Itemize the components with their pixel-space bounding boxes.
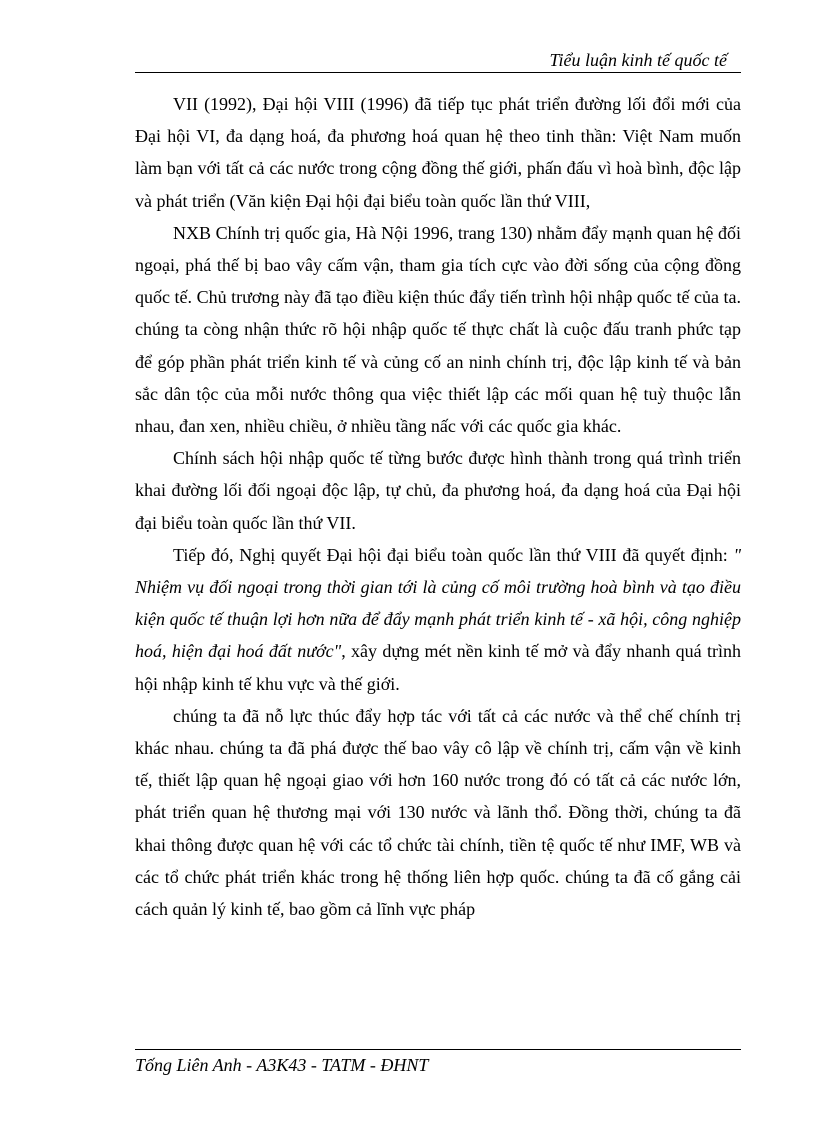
paragraph-5: chúng ta đã nỗ lực thúc đẩy hợp tác với tất cả các nước và thể chế chính trị khác nhau. chúng ta đã phá được thế bao vây cô lập về chính trị, cấm vận về kinh tế, thiết lập quan hệ ngoại giao với hơn 160 nước trong đó có tất cả các nước lớn, phát triển quan hệ thương mại với 130 nước và lãnh thổ. Đồng thời, chúng ta đã khai thông được quan hệ với các tổ chức tài chính, tiền tệ quốc tế như IMF, WB và các tổ chức phát triển khác trong hệ thống liên hợp quốc. chúng ta đã cố gắng cải cách quản lý kinh tế, bao gồm cả lĩnh vực pháp xyxy=(135,705,741,920)
paragraph-1: VII (1992), Đại hội VIII (1996) đã tiếp tục phát triển đường lối đổi mới của Đại hội VI, đa dạng hoá, đa phương hoá quan hệ theo tinh thần: Việt Nam muốn làm bạn với tất cả các nước trong cộng đồng thế giới, phấn đấu vì hoà bình, độc lập và phát triển (Văn kiện Đại hội đại biểu toàn quốc lần thứ VIII, xyxy=(135,94,741,211)
paragraph-2: NXB Chính trị quốc gia, Hà Nội 1996, trang 130) nhằm đẩy mạnh quan hệ đối ngoại, phá thế bị bao vây cấm vận, tham gia tích cực vào đời sống của cộng đồng quốc tế. Chủ trương này đã tạo điều kiện thúc đẩy tiến trình hội nhập quốc tế của ta. chúng ta còng nhận thức rõ hội nhập quốc tế thực chất là cuộc đấu tranh phức tạp để góp phần phát triển kinh tế và củng cố an ninh chính trị, độc lập kinh tế và bản sắc dân tộc của mỗi nước thông qua việc thiết lập các mối quan hệ tuỳ thuộc lẫn nhau, đan xen, nhiều chiều, ở nhiều tầng nấc với các quốc gia khác. xyxy=(135,222,741,437)
paragraph-4-tail: , xây dựng mét nền kinh tế mở và đẩy nhanh quá trình hội nhập kinh tế khu vực và thế giới. xyxy=(135,641,741,694)
paragraph-3: Chính sách hội nhập quốc tế từng bước được hình thành trong quá trình triển khai đường lối đối ngoại độc lập, tự chủ, đa phương hoá, đa dạng hoá của Đại hội đại biểu toàn quốc lần thứ VII. xyxy=(135,448,741,533)
footer-author: Tống Liên Anh - A3K43 - TATM - ĐHNT xyxy=(135,1055,429,1075)
document-body xyxy=(135,88,741,925)
header-title: Tiểu luận kinh tế quốc tế xyxy=(549,50,727,70)
page-footer xyxy=(135,1049,741,1076)
paragraph-4 xyxy=(135,539,741,700)
paragraph-4-quote: " Nhiệm vụ đối ngoại trong thời gian tới là củng cố môi trường hoà bình và tạo điều kiện quốc tế thuận lợi hơn nữa để đẩy mạnh phát triển kinh tế - xã hội, công nghiệp hoá, hiện đại hoá đất nước" xyxy=(135,544,741,662)
paragraph-4-lead: Tiếp đó, Nghị quyết Đại hội đại biểu toàn quốc lần thứ VIII đã quyết định: xyxy=(173,544,734,565)
page-header xyxy=(135,50,741,73)
